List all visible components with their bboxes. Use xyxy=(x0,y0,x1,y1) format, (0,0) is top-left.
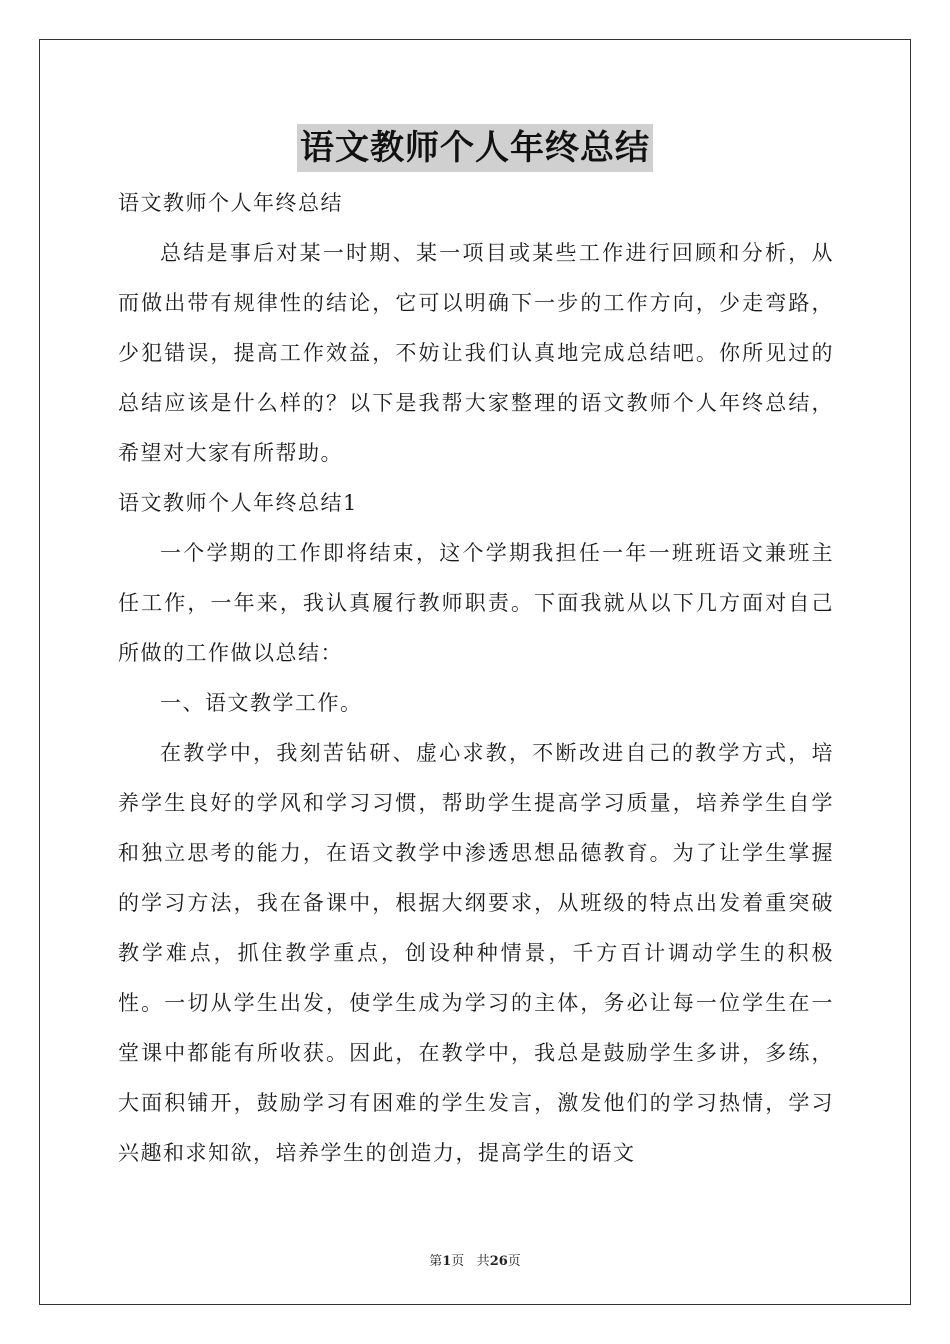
point-heading-1: 一、语文教学工作。 xyxy=(160,691,363,715)
title-container xyxy=(0,124,950,172)
page-footer xyxy=(0,1250,950,1269)
section-heading: 语文教师个人年终总结1 xyxy=(118,491,358,515)
intro-paragraph: 总结是事后对某一时期、某一项目或某些工作进行回顾和分析，从而做出带有规律性的结论，它可以明确下一步的工作方向，少走弯路，少犯错误，提高工作效益，不妨让我们认真地完成总结吧。你所见过的总结应该是什么样的？以下是我帮大家整理的语文教师个人年终总结，希望对大家有所帮助。 xyxy=(118,241,834,465)
paragraph-1: 一个学期的工作即将结束，这个学期我担任一年一班班语文兼班主任工作，一年来，我认真履行教师职责。下面我就从以下几方面对自己所做的工作做以总结： xyxy=(118,541,834,665)
page-suffix: 页 xyxy=(451,1254,465,1269)
paragraph-2: 在教学中，我刻苦钻研、虚心求教，不断改进自己的教学方式，培养学生良好的学风和学习习惯，帮助学生提高学习质量，培养学生自学和独立思考的能力，在语文教学中渗透思想品德教育。为了让学生掌握的学习方法，我在备课中，根据大纲要求，从班级的特点出发着重突破教学难点，抓住教学重点，创设种种情景，千方百计调动学生的积极性。一切从学生出发，使学生成为学习的主体，务必让每一位学生在一堂课中都能有所收获。因此，在教学中，我总是鼓励学生多讲，多练，大面积铺开，鼓励学习有困难的学生发言，激发他们的学习热情，学习兴趣和求知欲，培养学生的创造力，提高学生的语文 xyxy=(118,741,834,1165)
document-body xyxy=(118,178,834,1178)
total-suffix: 页 xyxy=(507,1254,521,1269)
total-prefix: 共 xyxy=(476,1254,490,1269)
page-total: 26 xyxy=(489,1254,508,1269)
page-prefix: 第 xyxy=(429,1254,443,1269)
page-current: 1 xyxy=(442,1254,452,1269)
document-subtitle: 语文教师个人年终总结 xyxy=(118,191,343,215)
document-title: 语文教师个人年终总结 xyxy=(297,124,653,172)
